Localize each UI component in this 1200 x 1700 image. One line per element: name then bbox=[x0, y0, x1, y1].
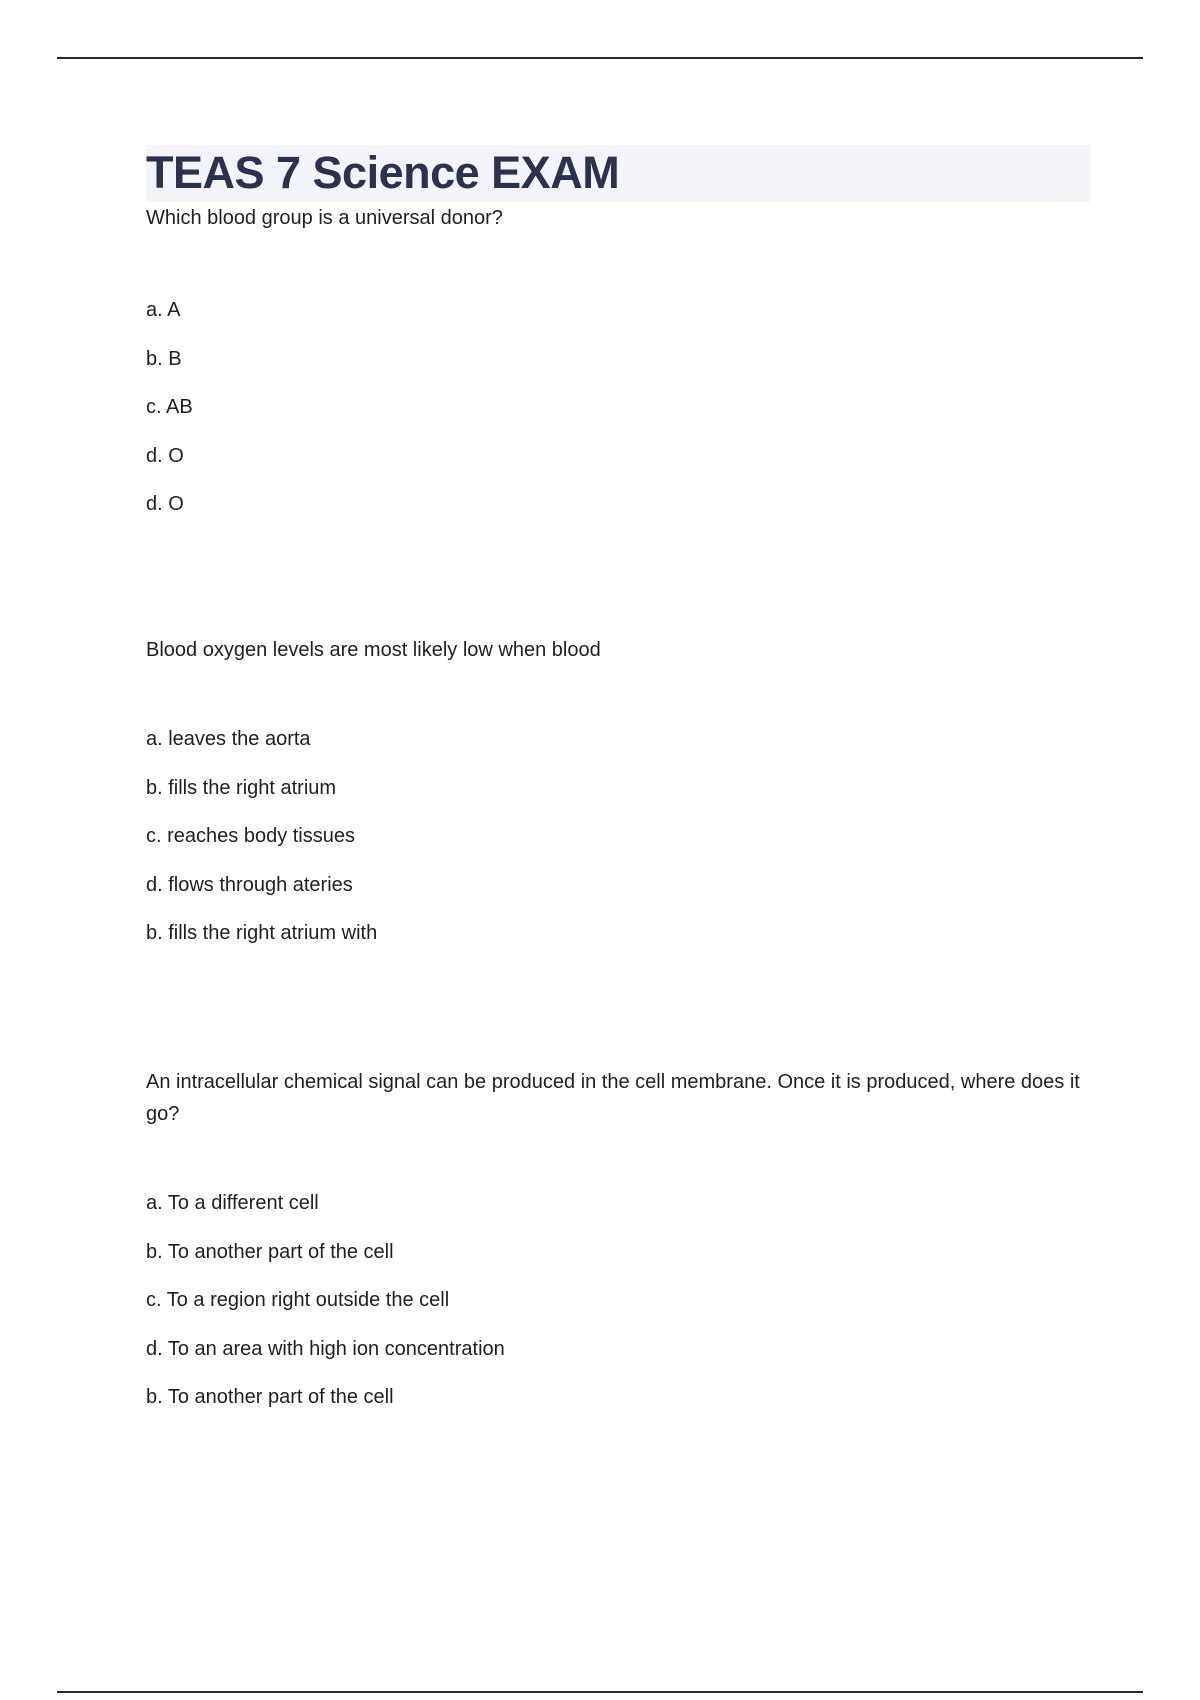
option-b: b. fills the right atrium bbox=[146, 776, 337, 799]
question-prompt: Which blood group is a universal donor? bbox=[146, 207, 503, 229]
option-d: d. flows through ateries bbox=[146, 873, 353, 896]
options-list bbox=[146, 297, 1090, 469]
option-c: c. reaches body tissues bbox=[146, 825, 355, 847]
option-b: b. To another part of the cell bbox=[146, 1240, 394, 1263]
document-body bbox=[146, 145, 1090, 1408]
options-list bbox=[146, 726, 1090, 898]
option-c: c. AB bbox=[146, 396, 193, 418]
option-a: a. A bbox=[146, 299, 181, 321]
question-prompt: Blood oxygen levels are most likely low when blood bbox=[146, 639, 601, 661]
option-d: d. To an area with high ion concentration bbox=[146, 1337, 505, 1360]
answer-line: d. O bbox=[146, 493, 184, 515]
option-d: d. O bbox=[146, 444, 184, 467]
bottom-rule bbox=[57, 1691, 1143, 1693]
option-a: a. To a different cell bbox=[146, 1192, 319, 1214]
question-2 bbox=[146, 634, 1090, 946]
question-3 bbox=[146, 1066, 1090, 1410]
option-a: a. leaves the aorta bbox=[146, 728, 311, 750]
page-title: TEAS 7 Science EXAM bbox=[146, 147, 620, 198]
top-rule bbox=[57, 57, 1143, 59]
answer-line: b. fills the right atrium with bbox=[146, 922, 378, 944]
question-1 bbox=[146, 202, 1090, 517]
answer-line: b. To another part of the cell bbox=[146, 1386, 394, 1408]
title-band bbox=[146, 145, 1090, 202]
option-c: c. To a region right outside the cell bbox=[146, 1289, 450, 1311]
option-b: b. B bbox=[146, 347, 182, 370]
options-list bbox=[146, 1190, 1090, 1362]
question-prompt: An intracellular chemical signal can be produced in the cell membrane. Once it is produced, where does it go? bbox=[146, 1071, 1080, 1125]
